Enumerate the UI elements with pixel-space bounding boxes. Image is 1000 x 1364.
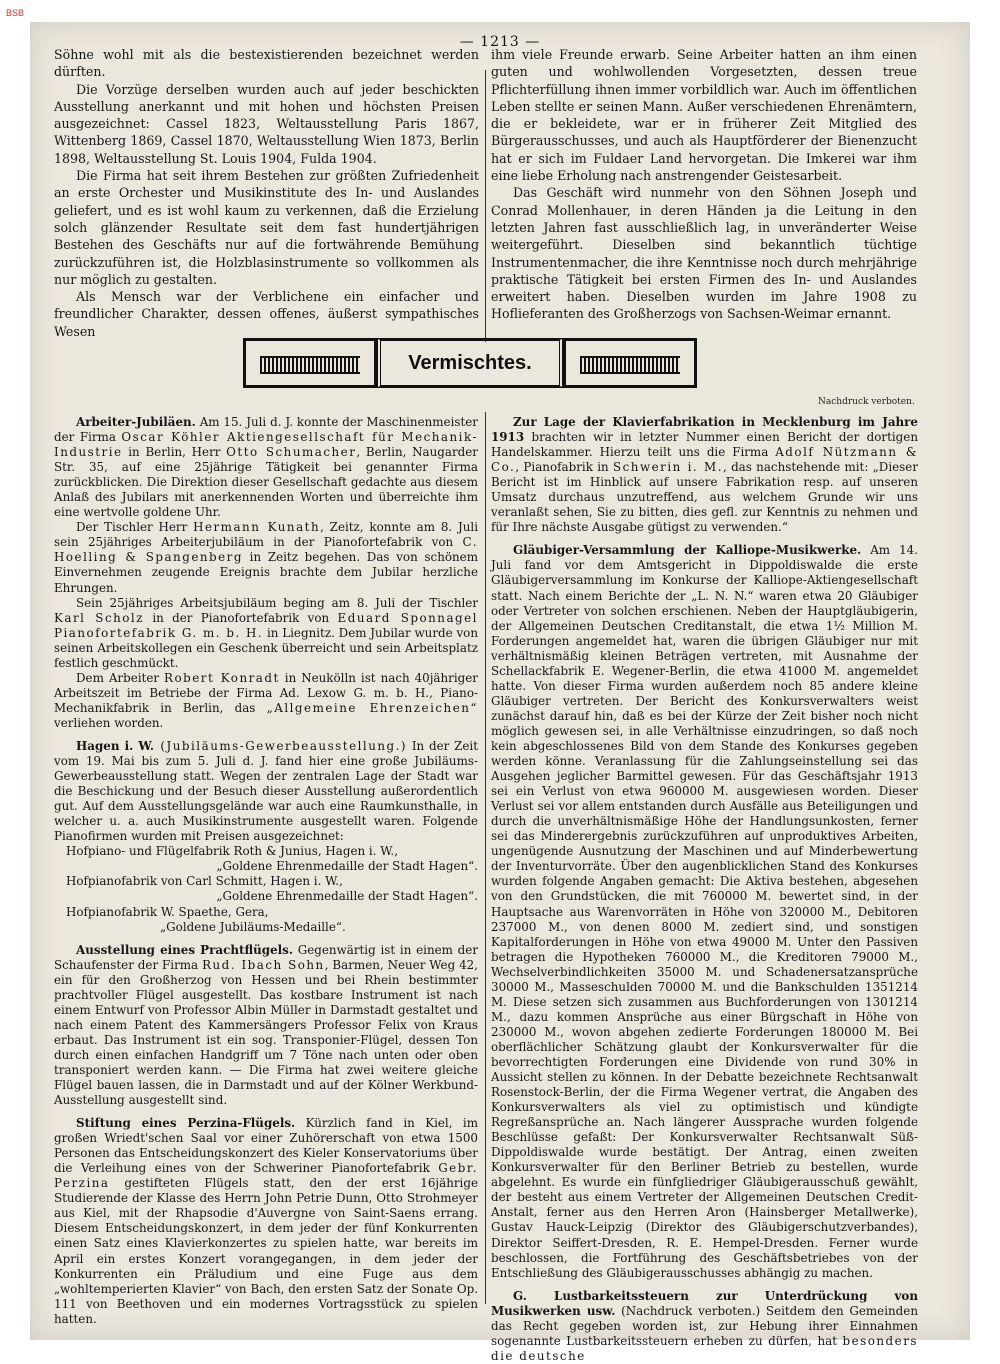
ornament-right: [563, 338, 697, 388]
section-title: Vermischtes.: [377, 338, 563, 388]
award-entry: Hofpianofabrik von Carl Schmitt, Hagen i. W.,: [66, 874, 343, 889]
lower-left-column: [54, 415, 478, 1327]
paragraph: Als Mensch war der Verblichene ein einfacher und freundlicher Charakter, dessen offenes, äußerst sympathisches Wesen: [54, 289, 479, 339]
column-divider-top: [485, 70, 486, 342]
article-mecklenburg: Zur Lage der Klavierfabrikation in Mecklenburg im Jahre 1913 brachten wir in letzter Nummer einen Bericht der dortigen Handelskammer. Hierzu teilt uns die Firma Adolf Nützmann & Co., Pianofabrik in Schwerin i. M., das nachstehende mit: „Dieser Bericht ist im Hinblick auf unsere Fabrikation resp. auf unseren Umsatz durchaus unzutreffend, aus welchem Grunde wir uns veranlaßt sehen, Sie zu bitten, dies gefl. zur Kenntnis zu nehmen und für Ihre nächste Ausgabe gütigst zu verwenden.“: [491, 415, 918, 535]
library-watermark: BSB: [6, 8, 25, 18]
top-right-column: [491, 46, 917, 323]
paragraph: Sein 25jähriges Arbeitsjubiläum beging am 8. Juli der Tischler Karl Scholz in der Pianofortefabrik von Eduard Sponnagel Pianofortefabrik G. m. b. H. in Liegnitz. Dem Jubilar wurde von seinen Arbeitskollegen ein Geschenk überreicht und sein Arbeitsplatz festlich geschmückt.: [54, 595, 478, 670]
paragraph: Die Firma hat seit ihrem Bestehen zur größten Zufriedenheit an erste Orchester und Musikinstitute des In- und Auslandes geliefert, und es ist wohl kaum zu verkennen, daß die Erzielung solch glänzender Resultate seit dem fast hundertjährigen Bestehen des Geschäfts nur auf die fortwährende Bemühung zurückzuführen ist, die Holzblasinstrumente so vollkommen als nur möglich zu gestalten.: [54, 168, 479, 287]
column-divider-bottom: [485, 412, 486, 1304]
paragraph: ihm viele Freunde erwarb. Seine Arbeiter hatten an ihm einen guten und wohlwollenden Vorgesetzten, dessen treue Pflichterfüllung ihnen immer vorbildlich war. Auch im öffentlichen Leben stellte er seinen Mann. Außer verschiedenen Ehrenämtern, die er bekleidete, war er in früherer Zeit Mitglied des Bürgerausschusses, und auch als Hauptförderer der Bienenzucht hat er sich im Fuldaer Land hervorgetan. Die Imkerei war ihm eine liebe Erholung nach anstrengender Geistesarbeit.: [491, 47, 917, 184]
article-hagen: Hagen i. W. (Jubiläums-Gewerbeausstellung.) In der Zeit vom 19. Mai bis zum 5. Juli d. J. fand hier eine große Jubiläums-Gewerbeausstellung statt. Wegen der zentralen Lage der Stadt war die Beschickung und der Besuch dieser Ausstellung außerordentlich gut. Auf dem Ausstellungsgelände war auch eine Raumkunsthalle, in welcher u. a. auch Musikinstrumente ausgestellt waren. Folgende Pianofirmen wurden mit Preisen ausgezeichnet:: [54, 738, 478, 844]
award-entry: „Goldene Ehrenmedaille der Stadt Hagen“.: [216, 889, 478, 904]
award-entry: „Goldene Jubiläums-Medaille“.: [160, 919, 346, 934]
paragraph: Der Tischler Herr Hermann Kunath, Zeitz, konnte am 8. Juli sein 25jähriges Arbeiterjubiläum in der Pianofortefabrik von C. Hoelling & Spangenberg in Zeitz begehen. Das von schönem Einvernehmen zeugende Ereignis brachte dem Jubilar herzliche Ehrungen.: [54, 520, 478, 595]
article-prachtfluegel: Ausstellung eines Prachtflügels. Gegenwärtig ist in einem der Schaufenster der Firma Rud. Ibach Sohn, Barmen, Neuer Weg 42, ein für den Großherzog von Hessen und bei Rhein bestimmter prachtvoller Flügel ausgestellt. Das kostbare Instrument ist nach einem Entwurf von Professor Albin Müller in Darmstadt gestaltet und nach einem Patent des Kammersängers Professor Felix von Kraus erbaut. Das Instrument ist ein sog. Transponier-Flügel, dessen Ton durch einen einfachen Handgriff um 7 Töne nach unten oder oben transponiert werden kann. — Die Firma hat zwei weitere gleiche Flügel bauen lassen, die in Darmstadt und auf der Kölner Werkbund-Ausstellung ausgestellt sind.: [54, 942, 479, 1108]
reprint-note: Nachdruck verboten.: [818, 397, 915, 407]
lower-right-column: [491, 415, 918, 1364]
article-lustbarkeitssteuern: G. Lustbarkeitssteuern zur Unterdrückung von Musikwerken usw. (Nachdruck verboten.) Seitdem den Gemeinden das Recht gegeben worden ist, zur Hebung ihrer Einnahmen sogenannte Lustbarkeitssteuern erheben zu dürfen, hat besonders die deutsche: [491, 1288, 918, 1363]
article-perzina: Stiftung eines Perzina-Flügels. Kürzlich fand in Kiel, im großen Wriedt'schen Saal vor einer Zuhörerschaft von etwa 1500 Personen das Entscheidungskonzert des Kieler Konservatoriums über die Verleihung eines von der Schweriner Pianofortefabrik Gebr. Perzina gestifteten Flügels statt, den der erst 16jährige Studierende der Klasse des Herrn John Petrie Dunn, Otto Strohmeyer aus Kiel, mit der Rhapsodie d'Auvergne von Saint-Saens errang. Diesem Entscheidungskonzert, in dem jeder der fünf Konkurrenten einen Satz eines Klavierkonzertes zu spielen hatte, war bereits im April ein erstes Konzert vorangegangen, in dem jeder der Konkurrenten ein Präludium und eine Fuge aus dem „wohltemperierten Klavier“ von Bach, den ersten Satz der Sonate Op. 111 von Beethoven und ein modernes Vortragsstück zu spielen hatten.: [54, 1116, 479, 1326]
page-number: — 1213 —: [459, 34, 541, 50]
section-banner: [243, 338, 697, 392]
top-left-column: [54, 46, 479, 340]
paragraph: Das Geschäft wird nunmehr von den Söhnen Joseph und Conrad Mollenhauer, in deren Händen ja die Leitung in den letzten Jahren fast ausschließlich lag, in unveränderter Weise weitergeführt. Dieselben sind bekanntlich tüchtige Instrumentenmacher, die ihre Kenntnisse noch durch mehrjährige praktische Tätigkeit bei ersten Firmen des In- und Auslandes erweitert haben. Dieselben wurden im Jahre 1908 zu Hoflieferanten des Großherzogs von Sachsen-Weimar ernannt.: [491, 185, 917, 322]
paragraph: Söhne wohl mit als die bestexistierenden bezeichnet werden dürften.: [54, 47, 479, 80]
award-entry: Hofpianofabrik W. Spaethe, Gera,: [66, 904, 269, 919]
ornament-left: [243, 338, 377, 388]
paragraph: Dem Arbeiter Robert Konradt in Neukölln ist nach 40jähriger Arbeitszeit im Betriebe der Firma Ad. Lexow G. m. b. H., Piano-Mechanikfabrik in Berlin, das „Allgemeine Ehrenzeichen“ verliehen worden.: [54, 670, 478, 730]
paragraph: Die Vorzüge derselben wurden auch auf jeder beschickten Ausstellung anerkannt und mit hohen und höchsten Preisen ausgezeichnet: Cassel 1823, Weltausstellung Paris 1867, Wittenberg 1869, Cassel 1870, Weltausstellung Wien 1873, Berlin 1898, Weltausstellung St. Louis 1904, Fulda 1904.: [54, 81, 479, 166]
article-arbeiter-jubilaeen: Arbeiter-Jubiläen. Am 15. Juli d. J. konnte der Maschinenmeister der Firma Oscar Köhler Aktiengesellschaft für Mechanik-Industrie in Berlin, Herr Otto Schumacher, Berlin, Naugarder Str. 35, auf eine 25jährige Tätigkeit bei genannter Firma zurückblicken. Die Direktion dieser Gesellschaft gedachte aus diesem Anlaß des Jubilars mit anerkennenden Worten und überreichte ihm eine wertvolle goldene Uhr.: [54, 415, 479, 520]
award-entry: Hofpiano- und Flügelfabrik Roth & Junius, Hagen i. W.,: [66, 844, 398, 859]
award-entry: „Goldene Ehrenmedaille der Stadt Hagen“.: [216, 859, 478, 874]
article-kalliope: Gläubiger-Versammlung der Kalliope-Musikwerke. Am 14. Juli fand vor dem Amtsgericht in Dippoldiswalde die erste Gläubigerversammlung im Konkurse der Kalliope-Aktiengesellschaft statt. Nach einem Berichte der „L. N. N.“ waren etwa 20 Gläubiger oder Vertreter von solchen erschienen. Neben der Hauptgläubigerin, der Allgemeinen Deutschen Creditanstalt, die etwa 1½ Million M. Forderungen angemeldet hat, waren die übrigen Gläubiger nur mit verhältnismäßig kleinen Beträgen vertreten, mit Ausnahme der Schellackfabrik E. Wegener-Berlin, die etwa 41000 M. angemeldet hatte. Von dieser Firma wurden außerdem noch 85 andere kleine Gläubiger vertreten. Der Bericht des Konkursverwalters weist zunächst darauf hin, daß es bei der Kürze der Zeit bisher noch nicht möglich gewesen sei, in alle Verhältnisse einzudringen, so daß noch kein abgeschlossenes Bild von dem Stande des Konkurses gegeben werden könne. Veranlassung für die Zahlungseinstellung sei das Ausgehen jeglicher Barmittel gewesen. Für das Geschäftsjahr 1913 sei ein Verlust von etwa 960000 M. ausgewiesen worden. Dieser Verlust sei vor allem entstanden durch Ausfälle aus Beteiligungen und durch die unverhältnismäßige Höhe der Handlungsunkosten, ferner sei das Minderergebnis zurückzuführen auf unproduktives Arbeiten, ungenügende Ausnutzung der Maschinen und auf Minderbewertung der Inventurvorräte. Über den augenblicklichen Stand des Konkurses wurden folgende Angaben gemacht: Die Aktiva bestehen, abgesehen von den Grundstücken, die mit 760000 M. bewertet sind, in der Hauptsache aus Warenvorräten in Höhe von 320000 M., Debitoren 237000 M., von denen 8000 M. zediert sind, und sonstigen Kapitalforderungen in Höhe von etwa 49000 M. Unter den Passiven betragen die Hypotheken 760000 M., die Kreditoren 79000 M., Wechselverbindlichkeiten 35000 M. und Schadenersatzansprüche 30000 M., Masseschulden 70000 M. und die Bankschulden 1351214 M. Diese setzen sich zusammen aus Buchforderungen von 1301214 M., dazu kommen Ansprüche aus einer Bürgschaft in Höhe von 230000 M., wovon abgehen zedierte Forderungen 180000 M. Bei oberflächlicher Schätzung glaubt der Konkursverwalter für die bevorrechtigten Forderungen eine Dividende von rund 30% in Aussicht stellen zu können. In der Debatte bezeichnete Rechtsanwalt Rosenstock-Berlin, der die Firma Wegener vertrat, die Angaben des Konkursverwalters als viel zu optimistisch und kündigte Regreßansprüche an. Nach längerer Aussprache wurden folgende Beschlüsse gefaßt: Der Konkursverwalter Rechtsanwalt Süß-Dippoldiswalde wurde bestätigt. Der Antrag, einen zweiten Konkursverwalter für den Berliner Betrieb zu bestellen, wurde abgelehnt. Es wurde ein fünfgliedriger Gläubigerausschuß gewählt, der besteht aus einem Vertreter der Allgemeinen Deutschen Credit-Anstalt, ferner aus den Herren Aron (Hainsberger Metallwerke), Gustav Hauck-Leipzig (Direktor des Gläubigerschutzverbandes), Direktor Seiffert-Dresden, R. E. Hempel-Dresden. Ferner wurde beschlossen, die Fortführung des Geschäftsbetriebes von der Entschließung des Gläubigerausschusses abhängig zu machen.: [491, 543, 918, 1280]
